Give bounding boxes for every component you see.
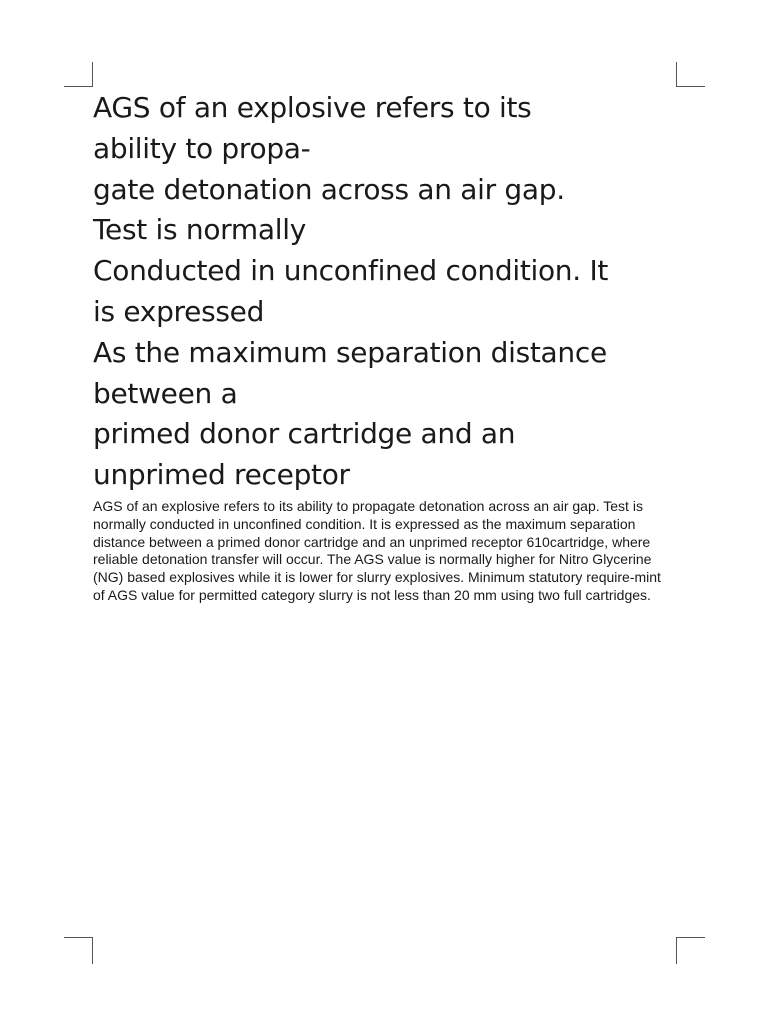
body-paragraph: AGS of an explosive refers to its ability to propagate detonation across an air gap. Test is normally conducted in unconfined condition. It is expressed as the maximum separation distance between a primed donor cartridge and an unprimed receptor 610cartridge, where reliable detonation transfer will occur. The AGS value is normally higher for Nitro Glycerine (NG) based explosives while it is lower for slurry explosives. Minimum statutory require-mint of AGS value for permitted category slurry is not less than 20 mm using two full cartridges. bbox=[93, 497, 661, 603]
crop-mark-top-right bbox=[676, 62, 705, 87]
page-content bbox=[93, 88, 683, 619]
heading-line: As the maximum separation distance bbox=[93, 335, 607, 369]
heading-line: primed donor cartridge and an bbox=[93, 417, 516, 451]
heading-line: ability to propa- bbox=[93, 131, 311, 165]
heading-line: gate detonation across an air gap. bbox=[93, 172, 565, 206]
crop-mark-bottom-right bbox=[676, 937, 705, 964]
heading-line: Conducted in unconfined condition. It bbox=[93, 254, 609, 288]
heading-line: between a bbox=[93, 376, 238, 410]
heading-line: unprimed receptor bbox=[93, 458, 350, 492]
crop-mark-top-left bbox=[64, 62, 93, 87]
heading-line: Test is normally bbox=[93, 213, 306, 247]
heading-block bbox=[93, 88, 683, 496]
crop-mark-bottom-left bbox=[64, 937, 93, 964]
heading-line: AGS of an explosive refers to its bbox=[93, 91, 532, 124]
heading-line: is expressed bbox=[93, 294, 265, 328]
